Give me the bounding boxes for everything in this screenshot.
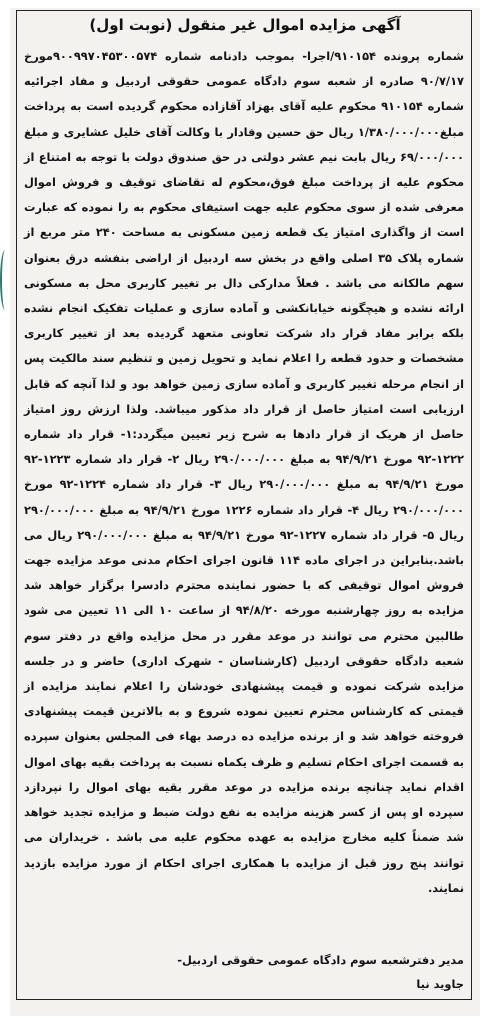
notice-signature xyxy=(24,948,464,996)
signature-title: مدیر دفترشعبه سوم دادگاه عمومی حقوقی اردبیل- xyxy=(177,953,464,967)
signature-name: جاوید نیا xyxy=(416,977,464,991)
notice-title: آگهی مزایده اموال غیر منقول (نوبت اول) xyxy=(89,16,401,34)
pen-mark xyxy=(0,250,10,310)
notice-body: شماره پرونده ۹۱۰۱۵۴/اجرا- بموجب دادنامه شماره ۹۰۰۹۹۷۰۴۵۳۰۰۵۷۴مورخ ۹۰/۷/۱۷ صادره از شعبه سوم دادگاه عمومی حقوقی اردبیل و مفاد اجرائیه شماره ۹۱۰۱۵۴ محکوم علیه آقای بهزاد آقازاده محکوم گردیده است به پرداخت مبلغ۱/۳۸۰/۰۰۰/۰۰۰ ریال حق حسین وفادار با وکالت آقای خلیل عشایری و مبلغ ۶۹/۰۰۰/۰۰۰ ریال بابت نیم عشر دولتی در حق صندوق دولت با توجه به امتناع از محکوم علیه از پرداخت مبلغ فوق،محکوم له تقاضای توقیف و فروش اموال معرفی شده از سوی محکوم علیه جهت استیفای محکوم به را نموده که عبارت است از واگذاری امتیاز یک قطعه زمین مسکونی به مساحت ۲۴۰ متر مربع از شماره پلاک ۳۵ اصلی واقع در بخش سه اردبیل از اراضی بنفشه درق بعنوان سهم مالکانه می باشد . فعلاً مدارکی دال بر تغییر کاربری محل به مسکونی ارائه نشده و هیچگونه خیابانکشی و آماده سازی و عملیات تفکیک انجام نشده بلکه برابر مفاد قرار داد شرکت تعاونی متعهد گردیده بعد از تغییر کاربری مشخصات و حدود قطعه را اعلام نماید و تحویل زمین و تنظیم سند مالکیت پس از انجام مرحله تغییر کاربری و آماده سازی زمین خواهد بود و لذا آنچه که قابل ارزیابی است امتیاز حاصل از قرار داد مذکور میباشد. ولذا ارزش روز امتیاز حاصل از هریک از قرار دادها به شرح زیر تعیین میگردد:۱- قرار داد شماره ۱۲۲۲-۹۲ مورخ ۹۴/۹/۲۱ به مبلغ ۲۹۰/۰۰۰/۰۰۰ ریال ۲- قرار داد شماره ۱۲۲۳-۹۲ مورخ ۹۴/۹/۲۱ به مبلغ ۲۹۰/۰۰۰/۰۰۰ ریال ۳- قرار داد شماره ۱۲۲۴-۹۲ مورخ ۲۹۰/۰۰۰/۰۰۰ ریال ۴- قرار داد شماره ۱۲۲۶ مورخ ۹۴/۹/۲۱ به مبلغ ۲۹۰/۰۰۰/۰۰۰ ریال ۵- قرار داد شماره ۱۲۲۷-۹۲ مورخ ۹۴/۹/۲۱ به مبلغ ۲۹۰/۰۰۰/۰۰۰ ریال می باشد.بنابراین در اجرای ماده ۱۱۴ قانون اجرای احکام مدنی موعد مزایده جهت فروش اموال توقیفی که با حضور نماینده محترم دادسرا برگزار خواهد شد مزایده به روز چهارشنبه مورخه ۹۴/۸/۲۰ از ساعت ۱۰ الی ۱۱ تعیین می شود طالبین محترم می توانند در موعد مقرر در محل مزایده واقع در دفتر سوم شعبه دادگاه حقوقی اردبیل (کارشناسان - شهرک اداری) حاضر و در جلسه مزایده شرکت نموده و قیمت پیشنهادی خودشان را اعلام نمایند مزایده از قیمتی که کارشناس محترم تعیین نموده شروع و به بالاترین قیمت پیشنهادی فروخته خواهد شد و از برنده مزایده ده درصد بهاء فی المجلس بعنوان سپرده به قسمت اجرای احکام تسلیم و ظرف یکماه نسبت به پرداخت بقیه بهای اموال اقدام نماید چنانچه برنده مزایده در موعد مقرر بقیه بهای اموال را نپردازد سپرده او پس از کسر هزینه مزایده به نفع دولت ضبط و مزایده تجدید خواهد شد ضمناً کلیه مخارج مزایده به عهده محکوم علیه می باشد . خریداران می توانند پنج روز قبل از مزایده با همکاری اجرای احکام از مورد مزایده بازدید نمایند. xyxy=(24,49,465,895)
